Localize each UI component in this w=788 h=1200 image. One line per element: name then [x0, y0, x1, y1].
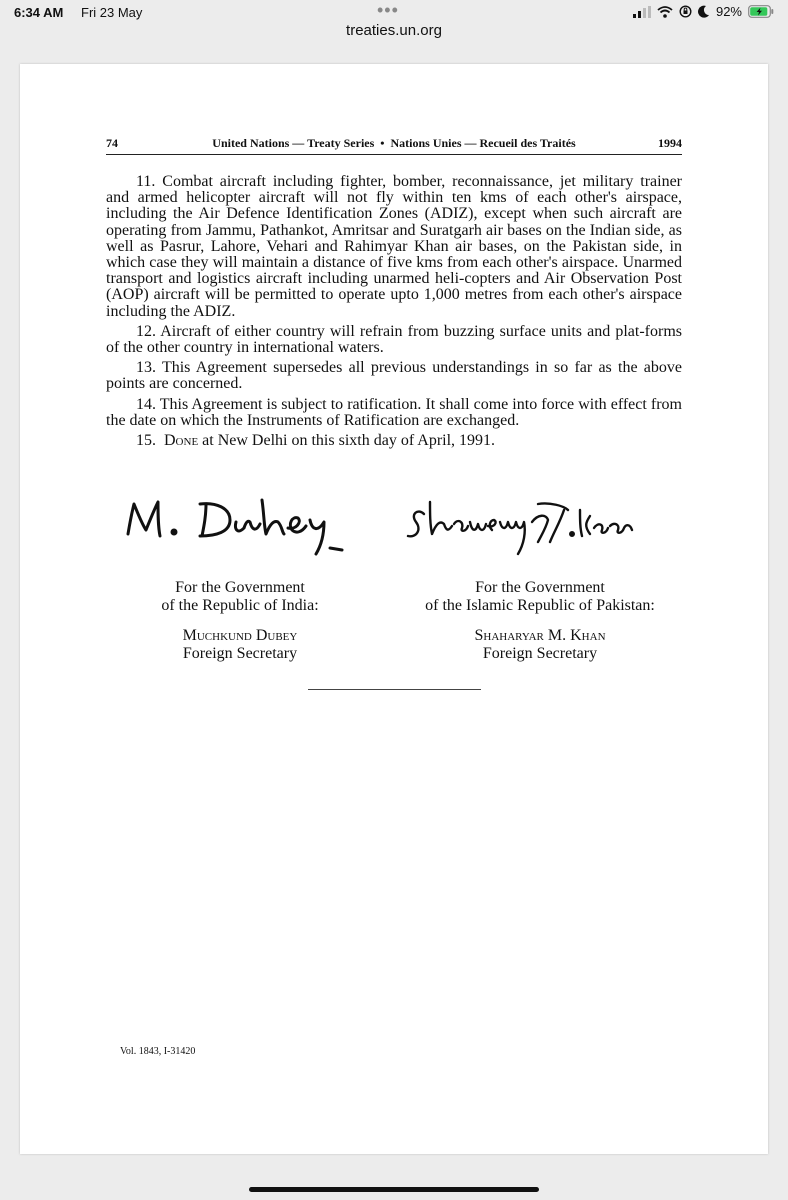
signatures: [120, 492, 680, 562]
more-dots-icon[interactable]: •••: [377, 0, 399, 20]
paragraph-15-text: at New Delhi on this sixth day of April, 1991.: [198, 432, 496, 450]
page-number: 74: [106, 136, 118, 150]
signatory-name: Muchkund Dubey: [182, 627, 298, 644]
paragraph-12: 12. Aircraft of either country will refrain from buzzing surface units and plat-forms of the other country in international waters.: [106, 322, 682, 357]
status-icons: [633, 4, 774, 19]
for-government-line: For the Government: [175, 579, 305, 596]
volume-footer: Vol. 1843, I-31420: [120, 1046, 196, 1057]
cellular-signal-icon: [633, 6, 651, 18]
pdf-page: [20, 64, 768, 1154]
signature-dubey: [128, 500, 342, 554]
treaty-body: [106, 174, 682, 453]
signatory-india: [100, 579, 380, 675]
home-indicator[interactable]: [249, 1187, 539, 1192]
country-line: of the Republic of India:: [161, 597, 319, 614]
status-time: 6:34 AM: [14, 5, 64, 20]
running-title: United Nations — Treaty Series • Nations Unies — Recueil des Traités: [212, 136, 576, 150]
signature-khan: [408, 502, 632, 554]
wifi-icon: [657, 6, 673, 18]
paragraph-13: 13. This Agreement supersedes all previous understandings in so far as the above points are concerned.: [106, 359, 682, 393]
header-rule: [106, 154, 682, 155]
address-bar[interactable]: [0, 22, 788, 46]
signatory-title: Foreign Secretary: [482, 645, 598, 662]
for-government-line: For the Government: [475, 579, 605, 596]
signatory-title: Foreign Secretary: [182, 645, 298, 662]
paragraph-14: 14. This Agreement is subject to ratification. It shall come into force with effect from the date on which the Instruments of Ratification are exchanged.: [106, 395, 682, 429]
status-date: Fri 23 May: [81, 5, 143, 20]
running-header: [106, 136, 682, 154]
country-line: of the Islamic Republic of Pakistan:: [425, 597, 655, 614]
battery-charging-icon: [748, 5, 774, 18]
url-text[interactable]: treaties.un.org: [346, 22, 442, 39]
paragraph-15-number: 15.: [136, 432, 156, 450]
signatory-name: Shaharyar M. Khan: [474, 627, 606, 644]
header-year: 1994: [658, 136, 682, 150]
done-word: Done: [164, 432, 199, 450]
signatory-pakistan: [400, 579, 680, 675]
battery-percent: 92%: [715, 4, 742, 19]
paragraph-15: [106, 433, 682, 449]
end-rule: [308, 689, 481, 690]
orientation-lock-icon: [679, 5, 692, 18]
paragraph-11: 11. Combat aircraft including fighter, bomber, reconnaissance, jet military trainer and armed helicopter aircraft will not fly within ten kms of each other's airspace, including the Air Defence Identification Zones (ADIZ), except when such aircraft are operating from Jammu, Pathankot, Amritsar and Suratgarh air bases on the Indian side, as well as Pasrur, Lahore, Vehari and Rahimyar Khan air bases, on the Pakistan side, in which case they will maintain a distance of five kms from each other's airspace. Unarmed transport and logistics aircraft including unarmed heli-copters and Air Observation Post (AOP) aircraft will be permitted to operate upto 1,000 metres from each other's airspace including the ADIZ.: [106, 173, 682, 320]
do-not-disturb-moon-icon: [698, 5, 710, 18]
